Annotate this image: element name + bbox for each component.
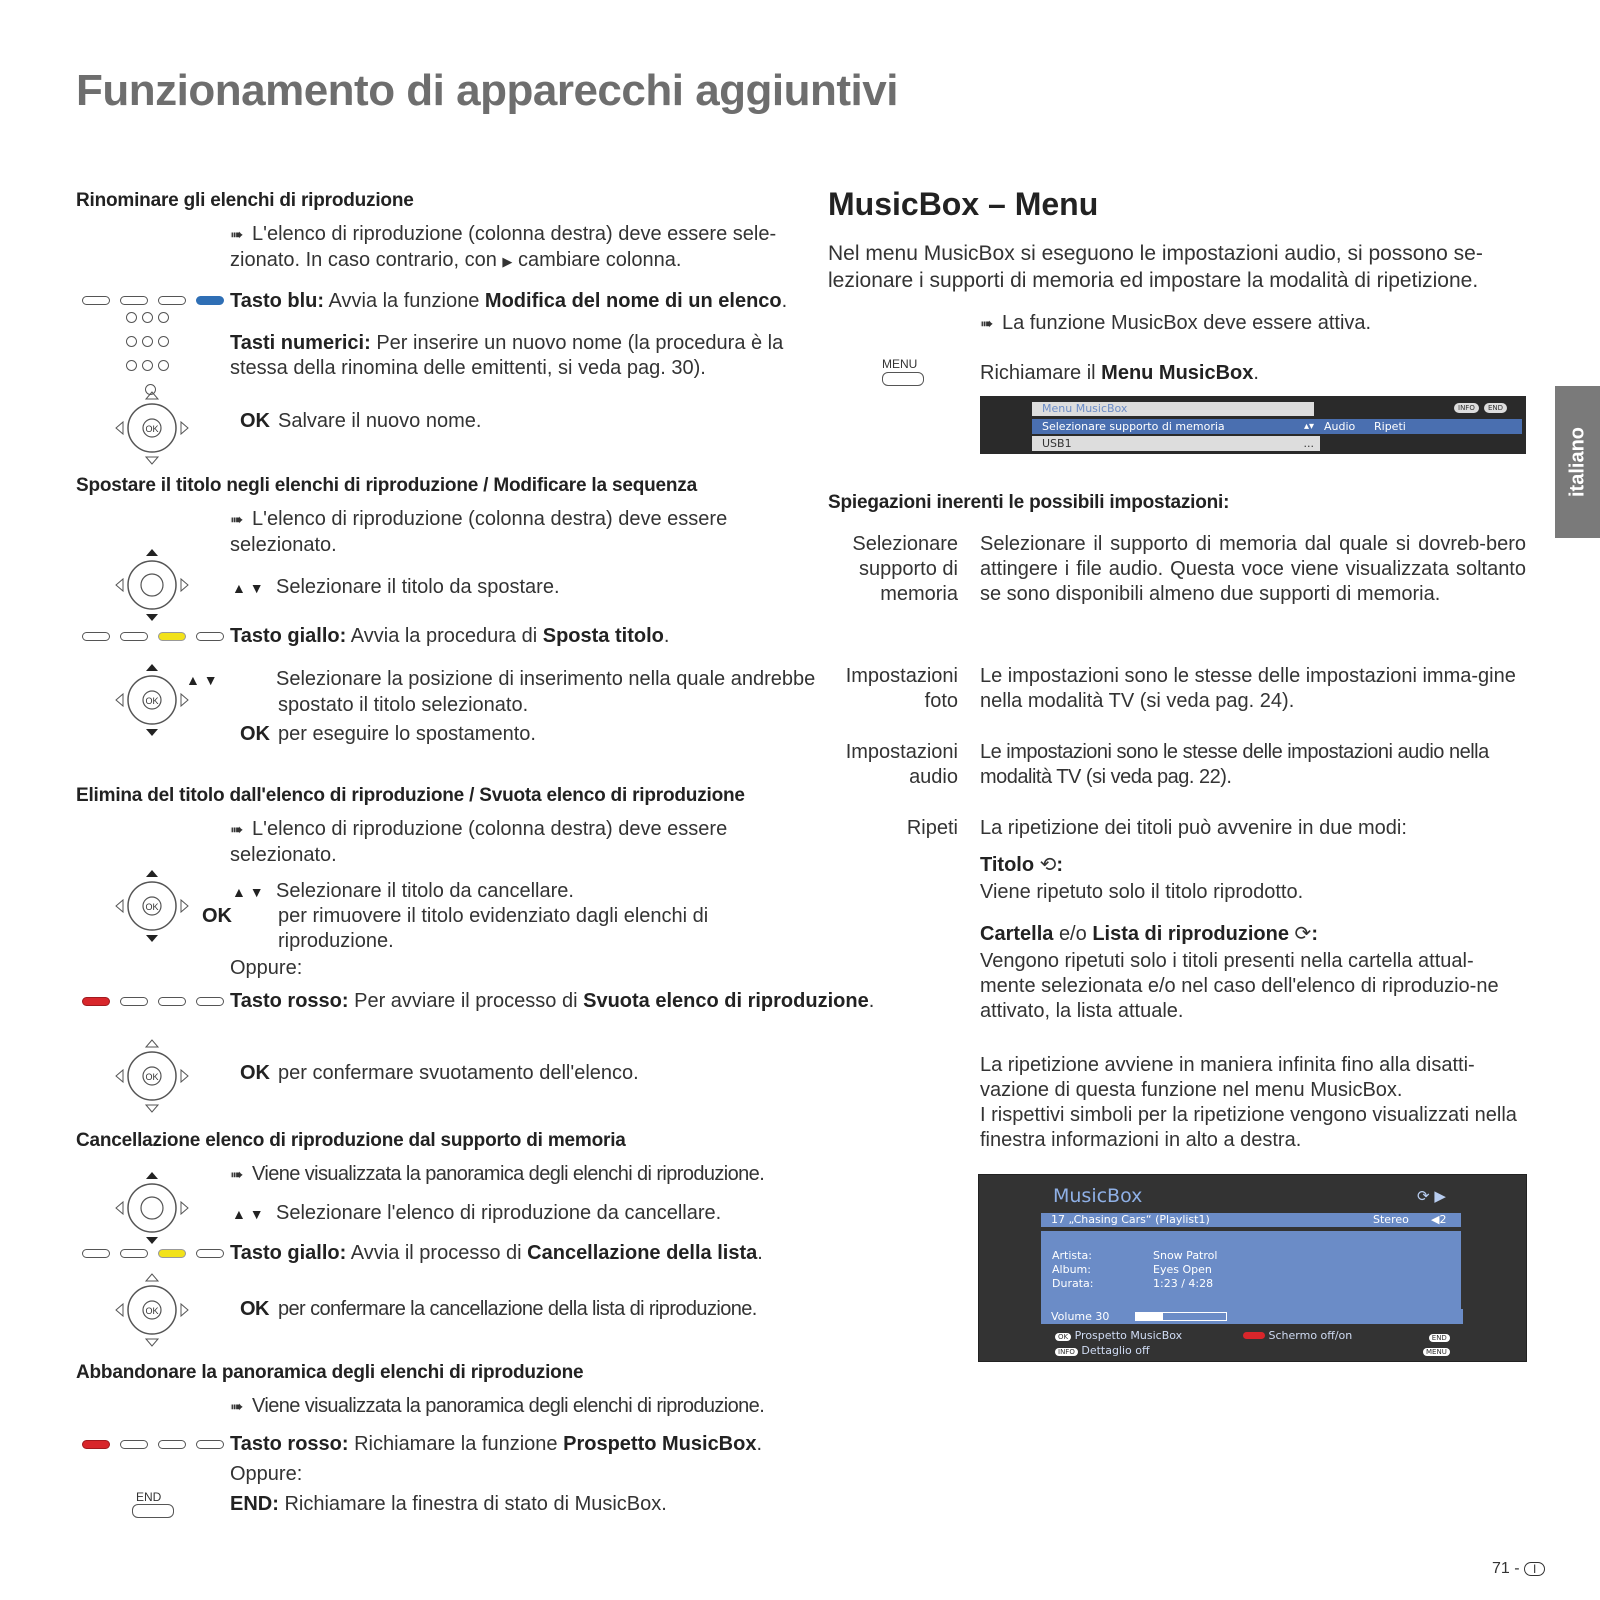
def-repeat: La ripetizione dei titoli può avvenire in due modi: [980,817,1407,839]
ok-dpad-icon [114,1272,190,1348]
up-down-icon: ▲ ▼ [232,884,264,900]
yellow-key-icon [158,632,186,641]
color-keys-blue [82,296,224,305]
osd-row-select-storage[interactable]: Selezionare supporto di memoria ▴▾ [1032,419,1320,434]
cartella-text: Vengono ripetuti solo i titoli presenti nella cartella attual-mente selezionata e/o nel caso dell'elenco di riproduzio-ne attivato, la lista attuale. [980,950,1499,1022]
red-key-prospetto-text: Tasto rosso: Richiamare la funzione Prospetto MusicBox. [230,1433,763,1455]
def-photo: Le impostazioni sono le stesse delle impostazioni imma-gine nella modalità TV (si veda pag. 24). [980,665,1516,712]
cartella-label: Cartella e/o Lista di riproduzione ⟳: [980,923,1318,945]
end-key-icon [132,1504,174,1518]
updown-dpad-icon [114,1170,190,1246]
red-key-text: Tasto rosso: Per avviare il processo di Svuota elenco di riproduzione. [230,990,875,1012]
musicbox-intro: Nel menu MusicBox si eseguono le impostazioni audio, si possono se-lezionare i supporti di memoria ed impostare la modalità di ripetizione. [828,242,1483,292]
ok-move-text: OK per eseguire lo spostamento. [240,723,536,745]
or-text: Oppure: [230,1463,303,1485]
osd2-footer-left: OK Prospetto MusicBox INFO Dettaglio off [1055,1329,1182,1359]
menu-key-label: MENU [882,357,918,371]
section-heading-leave: Abbandonare la panoramica degli elenchi di riproduzione [76,1362,584,1383]
up-down-icon: ▲ ▼ [186,672,218,688]
musicbox-menu-heading: MusicBox – Menu [828,186,1099,222]
term-photo: Impostazioni foto [845,665,958,712]
speaker-icon: ◀2 [1431,1213,1447,1226]
yellow-key-text: Tasto giallo: Avvia la procedura di Sposta titolo. [230,625,670,647]
ok-dpad-icon [114,1038,190,1114]
delete-prereq: ➠ L'elenco di riproduzione (colonna destra) deve essere selezionato. [230,818,728,866]
yellow-key-icon [158,1249,186,1258]
call-menu-text: Richiamare il Menu MusicBox. [980,362,1259,384]
move-position-text: ▲ ▼ Selezionare la posizione di inserimento nella quale andrebbe spostato il titolo selezionato. [186,668,816,716]
ok-clear-text: OK per confermare la cancellazione della lista di riproduzione. [240,1298,757,1320]
musicbox-menu-screenshot [980,396,1526,454]
numeric-keys-text: Tasti numerici: Per inserire un nuovo nome (la procedura è la stessa della rinomina delle emittenti, si veda pag. 30). [230,332,784,379]
language-symbol: I [1524,1562,1545,1576]
osd-end-badge: END [1484,403,1507,413]
svg-text:OK: OK [145,1072,159,1082]
osd2-footer-right: END MENU [1423,1331,1450,1359]
language-tab [1555,386,1600,538]
volume-bar-fill [1136,1313,1163,1320]
osd-tab-ripeti[interactable]: Ripeti [1374,420,1406,433]
arrow-right-icon: ➠ [230,1167,243,1184]
clear-select-text: ▲ ▼ Selezionare l'elenco di riproduzione da cancellare. [232,1201,721,1227]
red-key-icon [82,1440,110,1449]
blue-key-icon [196,296,224,305]
blue-key-text: Tasto blu: Avvia la funzione Modifica del nome di un elenco. [230,290,788,312]
arrow-right-icon: ➠ [230,822,244,839]
move-prereq: ➠ L'elenco di riproduzione (colonna destra) deve essere selezionato. [230,508,728,556]
term-repeat: Ripeti [906,817,958,839]
leave-prereq: ➠ Viene visualizzata la panoramica degli elenchi di riproduzione. [230,1394,764,1420]
def-storage: Selezionare il supporto di memoria dal quale si dovreb-bero attingere i file audio. Questa voce viene visualizzata soltanto se sono disponibili almeno due supporti di memoria. [980,533,1526,605]
arrow-right-icon: ➠ [230,512,244,529]
rename-prereq: ➠ L'elenco di riproduzione (colonna destra) deve essere sele-zionato. In caso contrario, con ▶ cambiare colonna. [230,223,777,271]
term-audio: Impostazioni audio [845,741,958,788]
clear-prereq: ➠ Viene visualizzata la panoramica degli elenchi di riproduzione. [230,1162,764,1188]
color-keys-yellow [82,632,224,641]
ok-remove-text: OK per rimuovere il titolo evidenziato dagli elenchi di riproduzione. [202,905,709,952]
page-title: Funzionamento di apparecchi aggiuntivi [76,66,898,115]
musicbox-status-screenshot [978,1174,1527,1362]
titolo-text: Viene ripetuto solo il titolo riprodotto. [980,881,1304,903]
musicbox-prereq: ➠ La funzione MusicBox deve essere attiva. [980,311,1371,337]
move-select-text: ▲ ▼ Selezionare il titolo da spostare. [232,575,560,601]
closing-text-2: I rispettivi simboli per la ripetizione vengono visualizzati nella finestra informazioni in alto a destra. [980,1104,1517,1151]
up-down-icon: ▲ ▼ [232,1206,264,1222]
arrow-right-icon: ➠ [230,227,244,244]
ok-updown-dpad-icon [114,662,190,738]
closing-text-1: La ripetizione avviene in maniera infinita fino alla disatti-vazione di questa funzione nel menu MusicBox. [980,1054,1475,1101]
svg-text:OK: OK [145,1306,159,1316]
ok-dpad-icon [114,390,190,466]
osd2-title: MusicBox [1053,1185,1143,1207]
color-keys-red [82,1440,224,1449]
page-number: 71 - I [1492,1560,1545,1578]
ok-save-text: OK Salvare il nuovo nome. [240,410,482,432]
def-audio: Le impostazioni sono le stesse delle impostazioni audio nella modalità TV (si veda pag. 22). [980,741,1489,788]
yellow-key-clear-text: Tasto giallo: Avvia il processo di Cancellazione della lista. [230,1242,763,1264]
osd2-meta-values: Snow Patrol Eyes Open 1:23 / 4:28 [1153,1249,1218,1290]
ok-empty-text: OK per confermare svuotamento dell'elenco. [240,1062,639,1084]
explanations-heading: Spiegazioni inerenti le possibili impostazioni: [828,492,1230,513]
triangle-right-icon: ▶ [502,254,513,269]
section-heading-move: Spostare il titolo negli elenchi di riproduzione / Modificare la sequenza [76,475,697,496]
end-key-label: END [136,1490,162,1504]
osd2-footer-mid: Schermo off/on [1243,1329,1352,1343]
end-key-text: END: Richiamare la finestra di stato di MusicBox. [230,1493,667,1515]
svg-text:OK: OK [145,902,159,912]
osd2-info-panel [1041,1231,1461,1311]
osd2-repeat-play-icons: ⟳ ▶ [1417,1187,1446,1205]
section-heading-rename: Rinominare gli elenchi di riproduzione [76,190,414,211]
osd-menu-title: Menu MusicBox [1032,402,1314,416]
menu-key-icon [882,372,924,386]
osd-info-badge: INFO [1454,403,1479,413]
osd2-volume-row: Volume 30 [1041,1309,1463,1324]
repeat-all-icon: ⟳ [1294,923,1312,945]
color-keys-yellow [82,1249,224,1258]
osd-row-usb1[interactable]: USB1 ... [1032,436,1320,451]
red-key-icon [82,997,110,1006]
volume-bar[interactable] [1135,1312,1227,1321]
or-text: Oppure: [230,957,303,979]
svg-text:OK: OK [145,696,159,706]
section-heading-clear-memory: Cancellazione elenco di riproduzione dal supporto di memoria [76,1130,626,1151]
up-down-icon: ▲ ▼ [232,580,264,596]
osd2-track-row: 17 „Chasing Cars“ (Playlist1) Stereo ◀2 [1041,1213,1461,1227]
updown-dpad-icon [114,547,190,623]
osd2-meta-keys: Artista: Album: Durata: [1052,1249,1094,1290]
language-tab-label: italiano [1566,426,1588,498]
arrow-right-icon: ➠ [230,1399,243,1416]
arrow-right-icon: ➠ [980,316,994,333]
ok-updown-dpad-icon [114,868,190,944]
term-storage: Selezionare supporto di memoria [852,533,958,605]
svg-text:OK: OK [145,424,159,434]
repeat-one-icon: ⟲ [1039,854,1057,876]
section-heading-delete: Elimina del titolo dall'elenco di riproduzione / Svuota elenco di riproduzione [76,785,745,806]
color-keys-red [82,997,224,1006]
osd-tab-audio[interactable]: Audio [1324,420,1356,433]
red-key-icon [1243,1332,1265,1339]
updown-arrows-icon: ▴▾ [1303,421,1314,432]
delete-select-text: ▲ ▼ Selezionare il titolo da cancellare. [232,879,574,905]
titolo-label: Titolo ⟲: [980,854,1064,876]
